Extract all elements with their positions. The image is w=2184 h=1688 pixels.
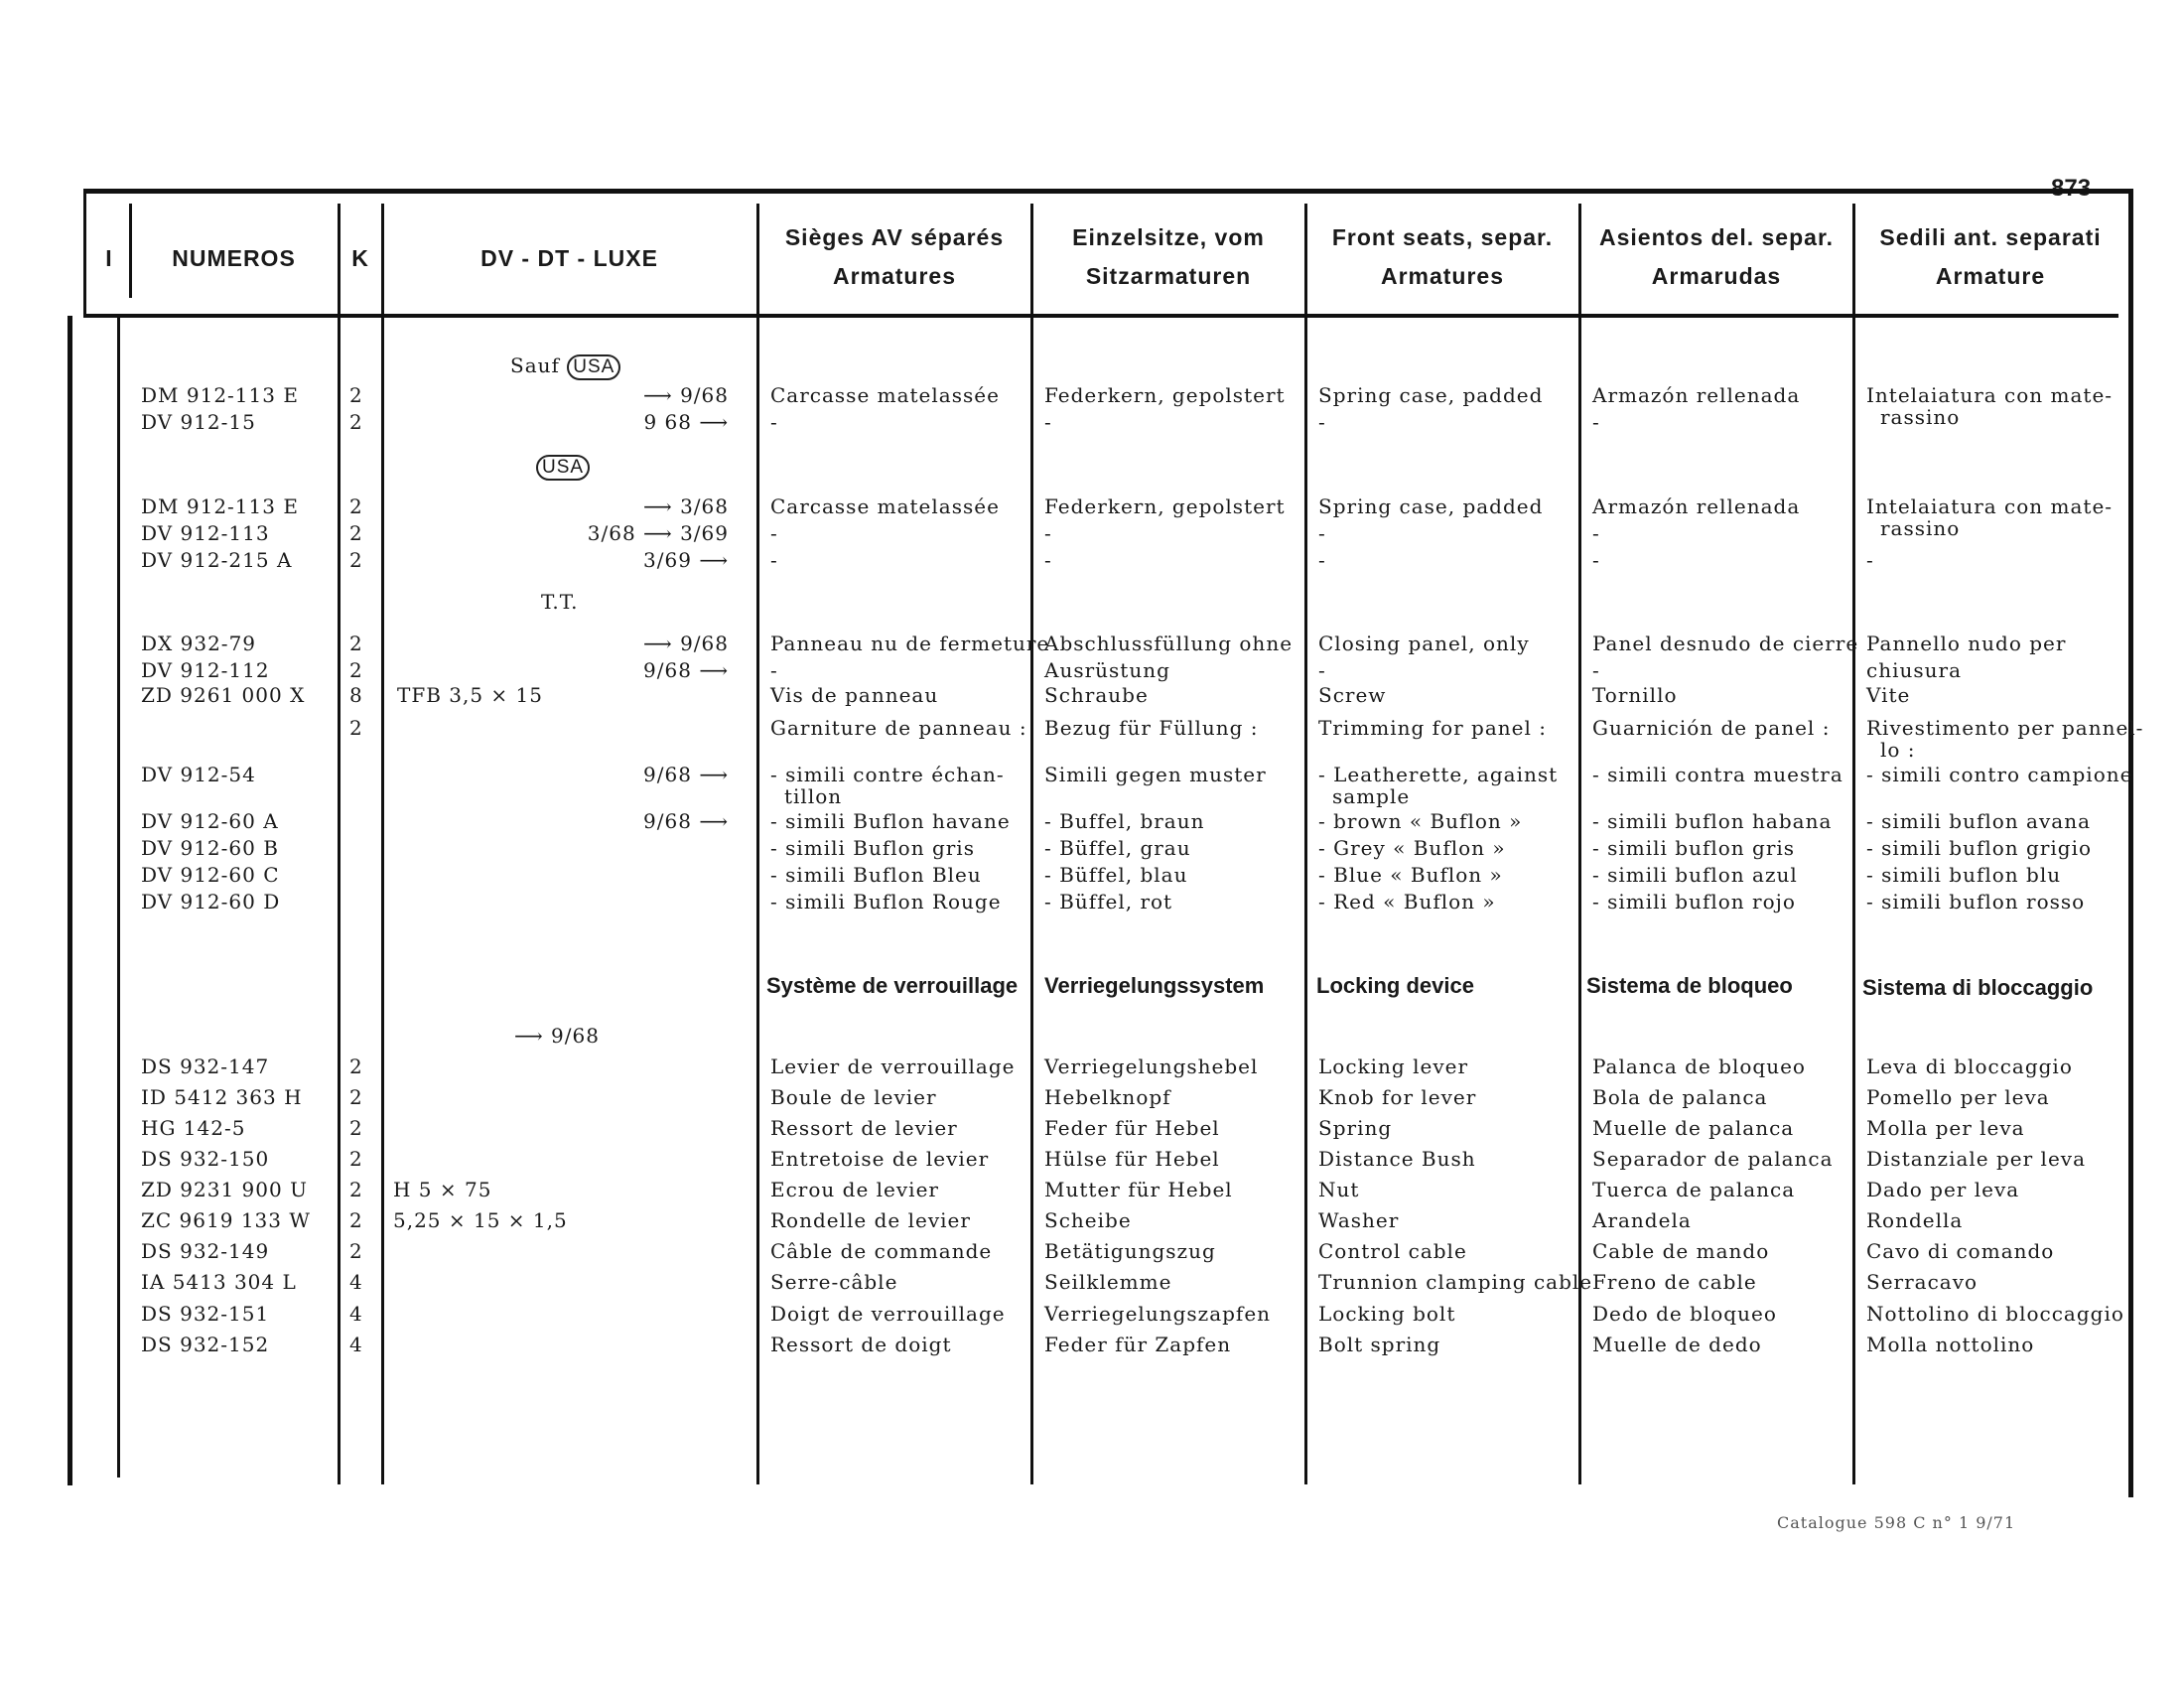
header-de-line1: Einzelsitze, vom — [1072, 224, 1265, 250]
model-range: 9/68 ⟶ — [643, 658, 729, 682]
header-fr-line1: Sièges AV séparés — [784, 224, 1005, 250]
header-en — [1307, 224, 1577, 290]
desc-it: Serracavo — [1866, 1270, 1979, 1294]
desc-it: Cavo di comando — [1866, 1239, 2055, 1263]
header-models: DV - DT - LUXE — [480, 245, 658, 271]
desc-es: Armazón rellenada — [1592, 383, 1801, 407]
quantity: 2 — [349, 632, 363, 655]
quantity: 2 — [349, 658, 363, 682]
part-number: HG 142-5 — [141, 1116, 246, 1140]
desc-en: Nut — [1318, 1178, 1360, 1201]
desc-es: - simili buflon gris — [1592, 836, 1796, 860]
part-number: DS 932-151 — [141, 1302, 270, 1326]
desc-de: Betätigungszug — [1044, 1239, 1216, 1263]
quantity: 2 — [349, 1178, 363, 1201]
desc-de: Simili gegen muster — [1044, 763, 1267, 786]
desc-es: - — [1592, 548, 1600, 572]
col-line-8 — [1852, 204, 1855, 1484]
desc-de: - Büffel, blau — [1044, 863, 1188, 887]
table-top-rule — [83, 189, 2131, 194]
desc-fr: Levier de verrouillage — [770, 1055, 1016, 1078]
part-number: DV 912-54 — [141, 763, 256, 786]
header-es — [1581, 224, 1851, 290]
part-number: DM 912-113 E — [141, 383, 299, 407]
desc-fr: Carcasse matelassée — [770, 383, 1000, 407]
part-number: DS 932-150 — [141, 1147, 270, 1171]
desc-en: - Red « Buflon » — [1318, 890, 1496, 914]
part-number: DX 932-79 — [141, 632, 257, 655]
desc-en: - — [1318, 521, 1326, 545]
desc-fr: - — [770, 410, 778, 434]
desc-it: - simili buflon blu — [1866, 863, 2062, 887]
part-number: DV 912-15 — [141, 410, 256, 434]
desc-de: Ausrüstung — [1044, 658, 1170, 682]
desc-it: Leva di bloccaggio — [1866, 1055, 2073, 1078]
desc-it: - simili buflon avana — [1866, 809, 2091, 833]
desc-en: - — [1318, 658, 1326, 682]
desc-de: - Büffel, grau — [1044, 836, 1191, 860]
usa-badge-2: USA — [536, 455, 590, 481]
desc-es: Dedo de bloqueo — [1592, 1302, 1777, 1326]
header-bottom-rule — [83, 314, 2118, 318]
desc-en: Locking lever — [1318, 1055, 1469, 1078]
desc-es: - — [1592, 521, 1600, 545]
desc-it: Pomello per leva — [1866, 1085, 2050, 1109]
desc-es: Separador de palanca — [1592, 1147, 1834, 1171]
section-fr: Système de verrouillage — [766, 973, 1019, 998]
quantity: 2 — [349, 1208, 363, 1232]
desc-en: Screw — [1318, 683, 1387, 707]
col-line-4 — [756, 204, 759, 1484]
part-number: DM 912-113 E — [141, 494, 299, 518]
desc-en: Knob for lever — [1318, 1085, 1477, 1109]
quantity: 2 — [349, 1055, 363, 1078]
part-number: DV 912-215 A — [141, 548, 293, 572]
desc-en: Locking bolt — [1318, 1302, 1456, 1326]
desc-it: Molla per leva — [1866, 1116, 2025, 1140]
desc-en: Washer — [1318, 1208, 1400, 1232]
header-en-line2: Armatures — [1380, 263, 1505, 289]
section-it: Sistema di bloccaggio — [1862, 975, 2094, 1000]
desc-de: Feder für Hebel — [1044, 1116, 1220, 1140]
desc-de: Federkern, gepolstert — [1044, 494, 1286, 518]
desc-it: - simili buflon rosso — [1866, 890, 2086, 914]
desc-de: - — [1044, 410, 1052, 434]
part-number: ZC 9619 133 W — [141, 1208, 311, 1232]
header-it — [1855, 224, 2125, 290]
usa-badge: USA — [567, 354, 620, 380]
model-range: ⟶ 9/68 — [643, 632, 729, 655]
group-usa — [536, 455, 590, 481]
desc-it-cont: rassino — [1880, 405, 1961, 429]
quantity: 2 — [349, 410, 363, 434]
col-line-3 — [381, 204, 384, 1484]
desc-de: - — [1044, 548, 1052, 572]
desc-fr-cont: tillon — [784, 784, 843, 808]
desc-de: Scheibe — [1044, 1208, 1132, 1232]
desc-de: Federkern, gepolstert — [1044, 383, 1286, 407]
catalogue-footer: Catalogue 598 C n° 1 9/71 — [1777, 1513, 2016, 1532]
group-arrow-968: ⟶ 9/68 — [514, 1024, 600, 1048]
part-number: DS 932-147 — [141, 1055, 270, 1078]
desc-it-cont: lo : — [1880, 738, 1916, 762]
part-number: DV 912-112 — [141, 658, 270, 682]
part-number: DV 912-60 C — [141, 863, 280, 887]
desc-fr: - simili Buflon havane — [770, 809, 1011, 833]
header-i: I — [105, 245, 113, 271]
desc-es: Tornillo — [1592, 683, 1678, 707]
quantity: 2 — [349, 1239, 363, 1263]
desc-en: Closing panel, only — [1318, 632, 1530, 655]
group-tt: T.T. — [541, 590, 579, 614]
quantity: 4 — [349, 1302, 363, 1326]
desc-es: Tuerca de palanca — [1592, 1178, 1796, 1201]
desc-fr: Garniture de panneau : — [770, 716, 1027, 740]
frame-left-lower — [68, 316, 72, 1485]
col-line-5 — [1030, 204, 1033, 1484]
quantity: 4 — [349, 1333, 363, 1356]
header-fr — [759, 224, 1029, 290]
header-es-line2: Armarudas — [1651, 263, 1782, 289]
part-number: ZD 9261 000 X — [141, 683, 306, 707]
desc-fr: Câble de commande — [770, 1239, 993, 1263]
quantity: 2 — [349, 716, 363, 740]
model-range: 9 68 ⟶ — [643, 410, 729, 434]
quantity: 2 — [349, 1085, 363, 1109]
model-range: 3/68 ⟶ 3/69 — [587, 521, 729, 545]
desc-fr: Vis de panneau — [770, 683, 939, 707]
desc-es: Cable de mando — [1592, 1239, 1770, 1263]
desc-es: Muelle de palanca — [1592, 1116, 1795, 1140]
header-it-line1: Sedili ant. separati — [1879, 224, 2102, 250]
desc-fr: Serre-câble — [770, 1270, 898, 1294]
part-number: DS 932-152 — [141, 1333, 270, 1356]
section-en: Locking device — [1316, 973, 1474, 998]
quantity: 2 — [349, 494, 363, 518]
desc-de: - Büffel, rot — [1044, 890, 1173, 914]
desc-fr: Doigt de verrouillage — [770, 1302, 1006, 1326]
part-number: IA 5413 304 L — [141, 1270, 297, 1294]
desc-en: - Leatherette, against — [1318, 763, 1559, 786]
desc-it: Pannello nudo per — [1866, 632, 2067, 655]
desc-it: Intelaiatura con mate- — [1866, 383, 2114, 407]
desc-es: - simili buflon azul — [1592, 863, 1798, 887]
desc-it: Vite — [1866, 683, 1911, 707]
desc-en: Trunnion clamping cable — [1318, 1270, 1593, 1294]
desc-en: Spring — [1318, 1116, 1393, 1140]
desc-fr: Panneau nu de fermeture — [770, 632, 1050, 655]
desc-de: - — [1044, 521, 1052, 545]
desc-de: Verriegelungszapfen — [1044, 1302, 1272, 1326]
desc-de: Hebelknopf — [1044, 1085, 1171, 1109]
desc-it: Intelaiatura con mate- — [1866, 494, 2114, 518]
model-range: 9/68 ⟶ — [643, 763, 729, 786]
desc-de: Mutter für Hebel — [1044, 1178, 1233, 1201]
desc-en: Distance Bush — [1318, 1147, 1476, 1171]
part-number: DV 912-60 A — [141, 809, 279, 833]
header-numeros: NUMEROS — [172, 245, 296, 271]
header-fr-line2: Armatures — [832, 263, 957, 289]
desc-en: Spring case, padded — [1318, 494, 1544, 518]
col-line-6 — [1304, 204, 1307, 1484]
desc-en: Control cable — [1318, 1239, 1467, 1263]
desc-it: Molla nottolino — [1866, 1333, 2035, 1356]
desc-de: Bezug für Füllung : — [1044, 716, 1259, 740]
header-es-line1: Asientos del. separ. — [1598, 224, 1835, 250]
desc-es: Palanca de bloqueo — [1592, 1055, 1806, 1078]
quantity: 2 — [349, 1116, 363, 1140]
part-number: ID 5412 363 H — [141, 1085, 303, 1109]
model-range: ⟶ 3/68 — [643, 494, 729, 518]
desc-fr: Ressort de levier — [770, 1116, 958, 1140]
desc-en: - — [1318, 548, 1326, 572]
desc-en: - Grey « Buflon » — [1318, 836, 1506, 860]
desc-it: Dado per leva — [1866, 1178, 2020, 1201]
desc-fr: Ecrou de levier — [770, 1178, 939, 1201]
desc-fr: - — [770, 521, 778, 545]
desc-es: Armazón rellenada — [1592, 494, 1801, 518]
model-spec: 5,25 × 15 × 1,5 — [393, 1208, 568, 1232]
desc-fr: Carcasse matelassée — [770, 494, 1000, 518]
part-number: DS 932-149 — [141, 1239, 270, 1263]
desc-fr: - simili contre échan- — [770, 763, 1005, 786]
desc-es: Bola de palanca — [1592, 1085, 1768, 1109]
desc-it: Rondella — [1866, 1208, 1964, 1232]
part-number: DV 912-113 — [141, 521, 270, 545]
desc-en: - — [1318, 410, 1326, 434]
desc-fr: - simili Buflon Bleu — [770, 863, 982, 887]
desc-es: Panel desnudo de cierre — [1592, 632, 1859, 655]
col-line-2 — [338, 204, 341, 1484]
col-line-1b — [117, 316, 120, 1477]
desc-en: Bolt spring — [1318, 1333, 1441, 1356]
header-it-line2: Armature — [1935, 263, 2046, 289]
desc-fr: - simili Buflon Rouge — [770, 890, 1002, 914]
desc-es: Guarnición de panel : — [1592, 716, 1831, 740]
desc-fr: Boule de levier — [770, 1085, 937, 1109]
desc-es: - simili buflon rojo — [1592, 890, 1796, 914]
desc-it: - simili contro campione — [1866, 763, 2133, 786]
section-de: Verriegelungssystem — [1044, 973, 1265, 998]
section-es: Sistema de bloqueo — [1586, 973, 1793, 998]
desc-en: Spring case, padded — [1318, 383, 1544, 407]
desc-fr: Ressort de doigt — [770, 1333, 952, 1356]
desc-de: Schraube — [1044, 683, 1149, 707]
quantity: 2 — [349, 1147, 363, 1171]
model-spec: TFB 3,5 × 15 — [397, 683, 543, 707]
desc-it: - — [1866, 548, 1874, 572]
frame-right — [2128, 189, 2133, 1497]
desc-es: - simili contra muestra — [1592, 763, 1843, 786]
desc-de: Verriegelungshebel — [1044, 1055, 1259, 1078]
desc-it: Distanziale per leva — [1866, 1147, 2086, 1171]
desc-en: - Blue « Buflon » — [1318, 863, 1503, 887]
desc-de: Hülse für Hebel — [1044, 1147, 1220, 1171]
desc-it: chiusura — [1866, 658, 1962, 682]
desc-es: Muelle de dedo — [1592, 1333, 1762, 1356]
desc-en-cont: sample — [1332, 784, 1411, 808]
desc-es: - simili buflon habana — [1592, 809, 1833, 833]
desc-fr: - — [770, 658, 778, 682]
desc-fr: Entretoise de levier — [770, 1147, 990, 1171]
frame-left — [83, 189, 86, 316]
model-range: ⟶ 9/68 — [643, 383, 729, 407]
desc-it: - simili buflon grigio — [1866, 836, 2093, 860]
desc-it: Rivestimento per pannel- — [1866, 716, 2144, 740]
quantity: 2 — [349, 548, 363, 572]
desc-fr: Rondelle de levier — [770, 1208, 971, 1232]
quantity: 4 — [349, 1270, 363, 1294]
quantity: 2 — [349, 521, 363, 545]
model-spec: H 5 × 75 — [393, 1178, 492, 1201]
desc-fr: - — [770, 548, 778, 572]
part-number: ZD 9231 900 U — [141, 1178, 308, 1201]
desc-es: - — [1592, 410, 1600, 434]
model-range: 9/68 ⟶ — [643, 809, 729, 833]
quantity: 2 — [349, 383, 363, 407]
desc-de: - Buffel, braun — [1044, 809, 1205, 833]
header-de-line2: Sitzarmaturen — [1085, 263, 1252, 289]
desc-de: Feder für Zapfen — [1044, 1333, 1232, 1356]
header-en-line1: Front seats, separ. — [1331, 224, 1554, 250]
header-de — [1033, 224, 1303, 290]
desc-es: - — [1592, 658, 1600, 682]
desc-fr: - simili Buflon gris — [770, 836, 975, 860]
desc-en: - brown « Buflon » — [1318, 809, 1523, 833]
desc-de: Abschlussfüllung ohne — [1044, 632, 1294, 655]
desc-it: Nottolino di bloccaggio — [1866, 1302, 2124, 1326]
part-number: DV 912-60 B — [141, 836, 279, 860]
desc-it-cont: rassino — [1880, 516, 1961, 540]
group-sauf-usa — [510, 354, 620, 380]
group-sauf-label: Sauf — [510, 353, 560, 377]
part-number: DV 912-60 D — [141, 890, 281, 914]
quantity: 8 — [349, 683, 363, 707]
desc-es: Freno de cable — [1592, 1270, 1757, 1294]
header-k: K — [351, 245, 369, 271]
desc-de: Seilklemme — [1044, 1270, 1172, 1294]
model-range: 3/69 ⟶ — [643, 548, 729, 572]
desc-es: Arandela — [1592, 1208, 1692, 1232]
desc-en: Trimming for panel : — [1318, 716, 1547, 740]
